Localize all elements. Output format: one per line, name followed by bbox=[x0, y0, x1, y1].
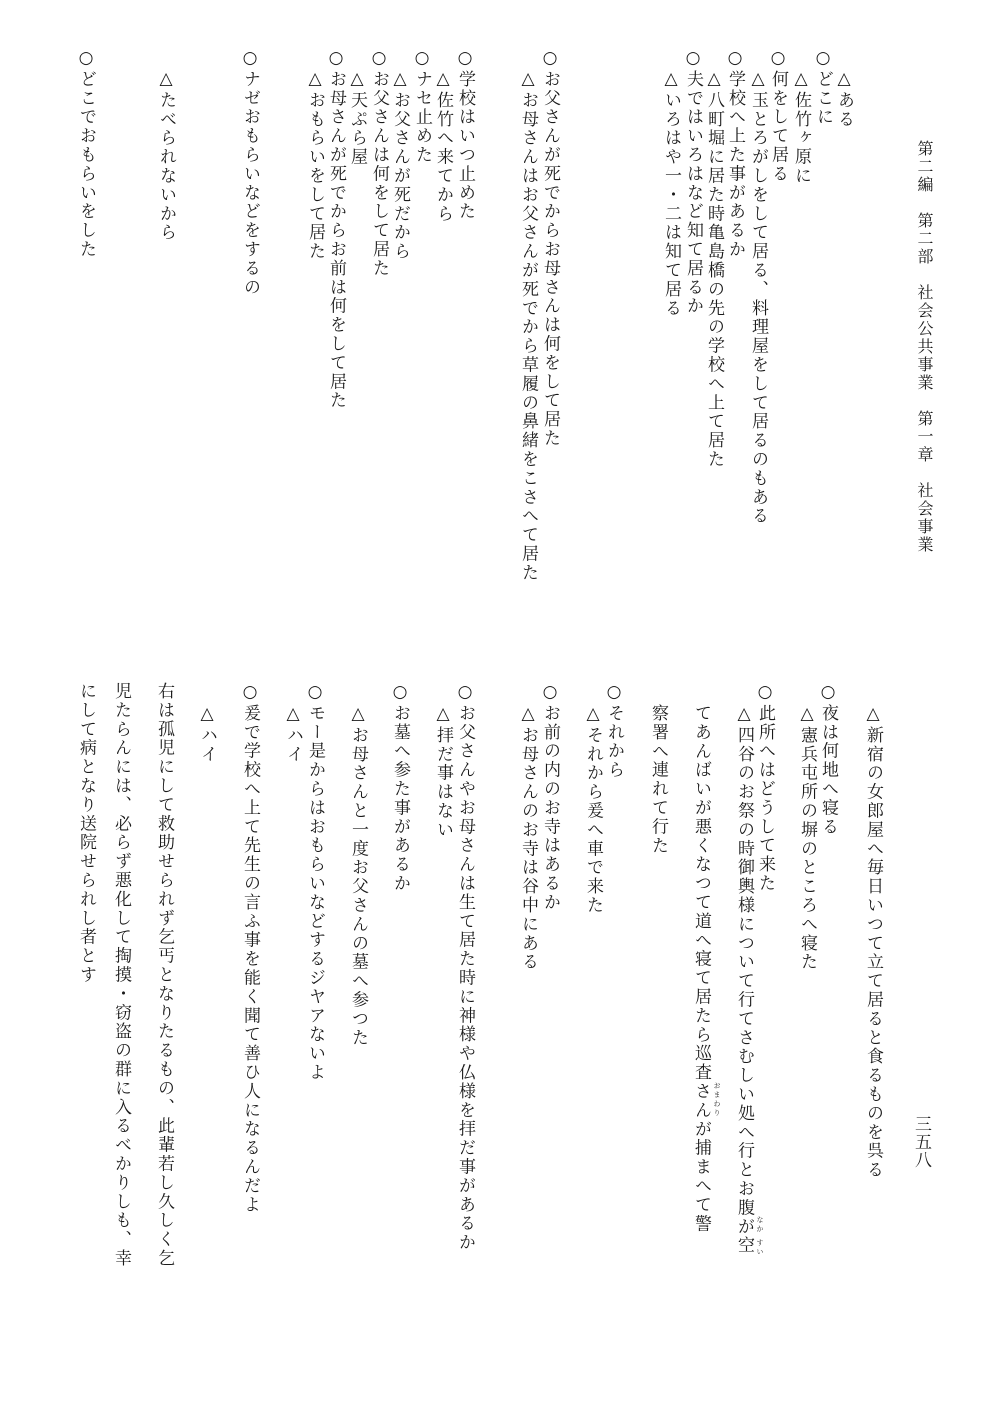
text-line: △それから爰へ車で来た bbox=[583, 704, 603, 915]
text-line: △天ぷら屋 bbox=[347, 69, 367, 167]
text-line: ○お墓へ参た事があるか bbox=[390, 682, 410, 893]
text-line: 児たらんには、必らず悪化して掏摸・窃盗の群に入るべかりしも、幸 bbox=[111, 682, 131, 1268]
text-line: ○ナセ止めた bbox=[412, 48, 432, 165]
text-line: 察署へ連れて行た bbox=[648, 704, 668, 856]
text-line: △お母さんはお父さんが死でから草履の鼻緒をこさへて居た bbox=[518, 69, 538, 583]
text-line: △いろはや一・二は知て居る bbox=[661, 69, 681, 318]
text-line: △四谷のお祭の時御輿様について行てさむしい処へ行とお腹が空 bbox=[734, 704, 754, 1256]
text-line: ○何をして居る bbox=[768, 48, 788, 184]
text-line: △拝だ事はない bbox=[433, 704, 453, 840]
text-line: △ハイ bbox=[197, 704, 217, 764]
text-line: ○お母さんが死でからお前は何をして居た bbox=[326, 48, 346, 411]
text-line: ○どこでおもらいをした bbox=[76, 48, 96, 259]
text-line: △新宿の女郎屋へ毎日いつて立て居ると食るものを呉る bbox=[863, 704, 883, 1180]
text-line: ○夫ではいろはなど知て居るか bbox=[683, 48, 703, 316]
text-line: ○モー是からはおもらいなどするジヤアないよ bbox=[305, 682, 325, 1082]
text-line: △お母さんのお寺は谷中にある bbox=[518, 704, 538, 972]
text-line: △おもらいをして居た bbox=[305, 69, 325, 261]
text-line: 右は孤児にして救助せられず乞丐となりたるもの、此輩若し久しく乞 bbox=[154, 682, 174, 1268]
text-line: にして病となり送院せられし者とす bbox=[76, 682, 96, 985]
text-line: △お父さんが死だから bbox=[390, 69, 410, 261]
text-line: ○お父さんは何をして居た bbox=[369, 48, 389, 278]
furigana: すい bbox=[756, 1239, 764, 1257]
text-line: ○お父さんが死でからお母さんは何をして居た bbox=[540, 48, 560, 448]
running-header: 第二編 第二部 社会公共事業 第一章 社会事業 bbox=[915, 140, 934, 554]
text-line: △佐竹ヶ原に bbox=[791, 69, 811, 186]
text-line: てあんばいが悪くなつて道へ寝て居たら巡査さんが捕まへて警 bbox=[691, 704, 711, 1234]
furigana: なか bbox=[756, 1216, 764, 1234]
text-line: ○爰で学校へ上て先生の言ふ事を能く聞て善ひ人になるんだよ bbox=[240, 682, 260, 1215]
text-line: ○それから bbox=[604, 682, 624, 780]
text-line: △八町堀に居た時亀島橋の先の学校へ上て居た bbox=[704, 69, 724, 469]
text-line: △ある bbox=[834, 69, 854, 129]
furigana: おまわり bbox=[713, 1082, 721, 1118]
text-line: ○お父さんやお母さんは生て居た時に神様や仏様を拝だ事があるか bbox=[455, 682, 475, 1252]
text-line: ○夜は何地へ寝る bbox=[818, 682, 838, 837]
text-line: ○ナゼおもらいなどをするの bbox=[240, 48, 260, 297]
text-line: ○此所へはどうして来た bbox=[755, 682, 775, 893]
text-line: △ハイ bbox=[283, 704, 303, 764]
text-line: △憲兵屯所の塀のところへ寝た bbox=[797, 704, 817, 972]
text-line: ○どこに bbox=[813, 48, 833, 127]
text-line: ○学校はいつ止めた bbox=[455, 48, 475, 222]
text-line: △玉とろがしをして居る、料理屋をして居るのもある bbox=[748, 69, 768, 526]
text-line: △お母さんと一度お父さんの墓へ参つた bbox=[348, 704, 368, 1048]
text-line: △たべられないから bbox=[156, 69, 176, 243]
text-line: ○学校へ上た事があるか bbox=[725, 48, 745, 259]
page-number: 三五八 bbox=[911, 1115, 931, 1169]
text-line: △佐竹へ来てから bbox=[433, 69, 453, 224]
text-line: ○お前の内のお寺はあるか bbox=[540, 682, 560, 912]
